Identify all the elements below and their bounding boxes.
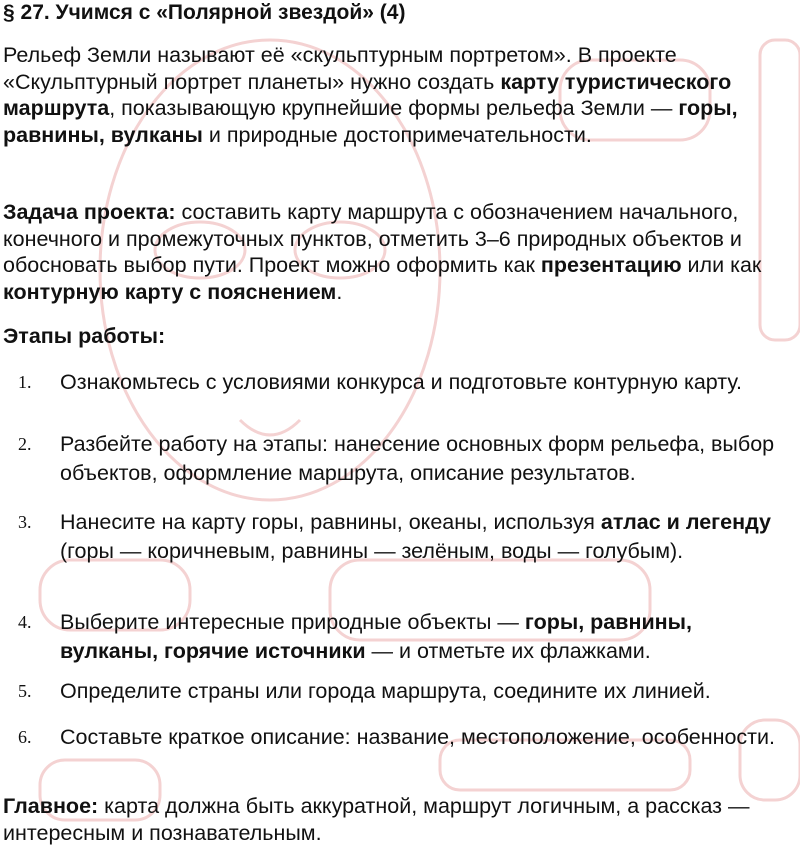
page-title: § 27. Учимся с «Полярной звездой» (4) <box>3 1 406 24</box>
list-item-number: 4. <box>18 612 32 632</box>
list-item-bold-part: атлас и легенду <box>600 510 771 534</box>
list-item-text-part: Ознакомьтесь с условиями конкурса и подготовьте контурную карту. <box>60 370 742 394</box>
summary-text: карта должна быть аккуратной, маршрут логичным, а рассказ — интересным и познавательным. <box>3 794 750 845</box>
task-text-3: . <box>336 279 343 304</box>
list-item-text-part: Выберите интересные природные объекты — <box>60 610 525 634</box>
task-bold-1: презентацию <box>540 253 682 277</box>
list-item-text <box>60 723 780 752</box>
list-item-text-part: Нанесите на карту горы, равнины, океаны, используя <box>60 510 601 534</box>
list-item-number: 3. <box>18 512 32 532</box>
task-text-1: составить карту маршрута с обозначением начального, конечного и промежуточных пунктов, отметить 3–6 природных объектов и обосновать выбор пути. Проект можно оформить как <box>3 200 742 277</box>
summary-paragraph <box>3 793 800 846</box>
list-item-text-part: Определите страны или города маршрута, соедините их линией. <box>60 679 711 703</box>
list-item-bold-part: горы, равнины, вулканы, горячие источники <box>60 610 692 663</box>
intro-text-2: , показывающую крупнейшие формы рельефа Земли — <box>109 96 679 120</box>
list-item-text <box>60 608 780 666</box>
task-label: Задача проекта: <box>3 200 176 224</box>
list-item-text <box>60 430 780 488</box>
list-item-text-part: (горы — коричневым, равнины — зелёным, воды — голубым). <box>60 539 684 563</box>
list-item-number: 1. <box>18 372 32 392</box>
list-item-number: 6. <box>18 727 32 747</box>
list-item-text-part: Разбейте работу на этапы: нанесение основных форм рельефа, выбор объектов, оформление маршрута, описание результатов. <box>60 432 775 485</box>
intro-text-1: Рельеф Земли называют её «скульптурным портретом». В проекте «Скульптурный портрет планеты» нужно создать <box>3 43 677 94</box>
intro-text-3: и природные достопримечательности. <box>202 122 592 147</box>
list-item-number: 2. <box>18 434 32 454</box>
list-item-text <box>60 508 780 566</box>
intro-paragraph <box>3 42 800 148</box>
task-bold-2: контурную карту с пояснением <box>3 279 337 304</box>
list-item-text <box>60 368 780 397</box>
intro-bold-2: горы, равнины, вулканы <box>3 96 738 147</box>
summary-label: Главное: <box>3 794 99 818</box>
list-item-text <box>60 677 780 706</box>
task-paragraph <box>3 199 800 305</box>
list-item-text-part: Составьте краткое описание: название, местоположение, особенности. <box>60 725 776 749</box>
intro-bold-1: карту туристического маршрута <box>3 69 732 120</box>
stages-title: Этапы работы: <box>3 324 166 348</box>
task-text-2: или как <box>681 253 762 277</box>
list-item-number: 5. <box>18 681 32 701</box>
list-item-text-part: — и отметьте их флажками. <box>365 639 651 663</box>
